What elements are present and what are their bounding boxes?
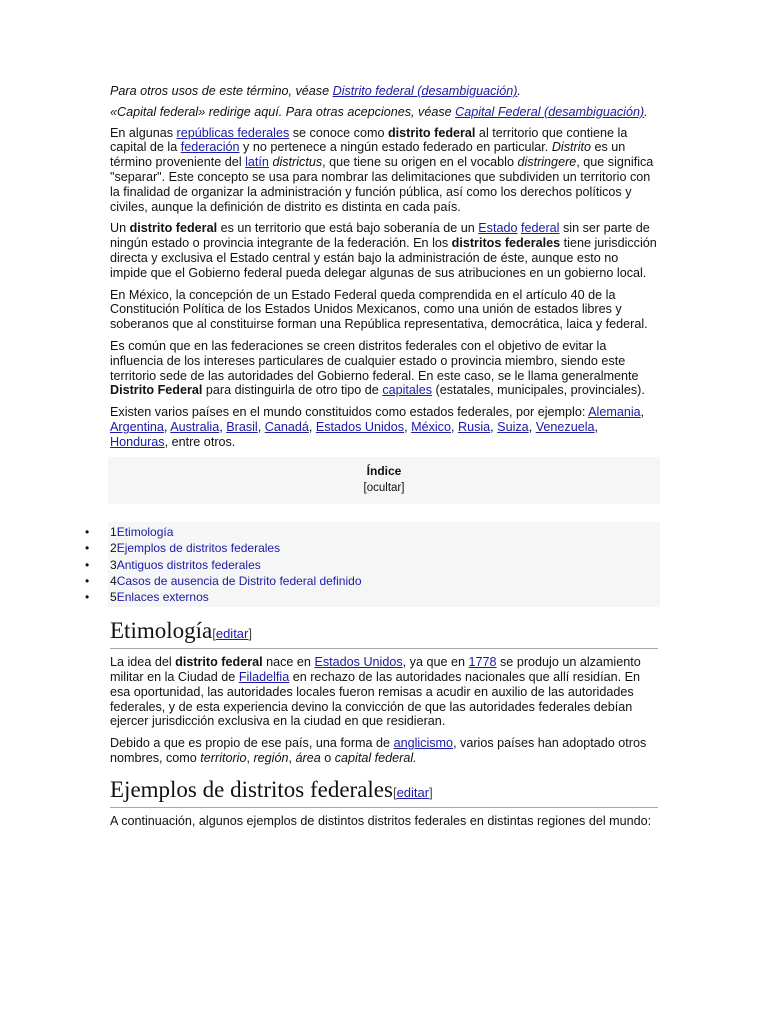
link-estado[interactable]: Estado <box>478 221 518 236</box>
toc-item-number: 4 <box>110 573 117 588</box>
toc-item[interactable] <box>85 589 660 605</box>
term-distrito-federal: distrito federal <box>175 655 263 670</box>
link-capitales[interactable]: capitales <box>382 383 433 398</box>
text: sin ser parte de ningún estado o provincia integrante de la federación. En los <box>110 221 650 251</box>
toc-item-number: 5 <box>110 589 117 604</box>
bullet: • <box>85 541 90 556</box>
heading-text: Ejemplos de distritos federales <box>110 776 393 802</box>
country-link[interactable]: México <box>411 419 451 434</box>
intro-paragraph-4 <box>110 339 658 398</box>
text: , que tiene su origen en el vocablo <box>322 155 518 170</box>
toc-item-number: 1 <box>110 525 117 540</box>
separator: , <box>257 419 265 434</box>
separator: , <box>640 405 645 420</box>
bullet: • <box>85 589 90 604</box>
text: , que significa "separar". Este concepto se usa para nombrar las delimitaciones que subdividen un territorio con la finalidad de organizar la administración y función pública, así como los derechos políticos y civiles, aunque la definición de distrito es distinta en cada país. <box>110 155 654 214</box>
text: es un territorio que está bajo soberanía de un <box>217 221 479 236</box>
link-federal[interactable]: federal <box>520 221 560 236</box>
toc-item-number: 3 <box>110 557 117 572</box>
toc-item[interactable] <box>85 573 660 589</box>
bracket: ] <box>248 626 252 642</box>
term-districtus: districtus <box>272 155 323 170</box>
country-link[interactable]: Brasil <box>226 419 258 434</box>
bullet: • <box>85 525 90 540</box>
link-federacion[interactable]: federación <box>180 140 240 155</box>
toc-title: Índice <box>366 463 402 478</box>
link-latin[interactable]: latín <box>245 155 269 170</box>
country-link[interactable]: Suiza <box>497 419 529 434</box>
intro-paragraph-2 <box>110 221 658 280</box>
hatnote-text: . <box>644 104 648 119</box>
text: se conoce como <box>289 125 388 140</box>
term-distrito-federal-caps: Distrito Federal <box>110 383 203 398</box>
hatnote-disambiguation <box>110 84 658 99</box>
separator: , <box>163 419 171 434</box>
separator: , <box>308 419 316 434</box>
text: Debido a que es propio de ese país, una forma de <box>110 736 394 751</box>
hatnote-text: . <box>517 84 521 98</box>
text: , varios países han adoptado otros nombres, como <box>110 736 647 765</box>
bracket: [ <box>392 784 397 800</box>
etimologia-paragraph-1 <box>110 655 658 729</box>
bracket: [ <box>212 626 216 642</box>
text: es un término proveniente del <box>110 140 626 170</box>
toc-item[interactable] <box>85 540 660 556</box>
article-content <box>85 84 658 836</box>
country-link[interactable]: Canadá <box>264 419 309 434</box>
text: al territorio que contiene la capital de la <box>110 125 628 155</box>
text: en rechazo de las autoridades nacionales que allí residían. En esa oportunidad, las autoridades locales fueron remisas a acudir en auxilio de las autoridades federales, y de esta experiencia devino la convicción de que las autoridades federales debían ejercer jurisdicción exclusiva en la ciudad en que residieran. <box>110 669 640 729</box>
text: nace en <box>262 655 315 670</box>
term-region: región <box>253 750 289 765</box>
hatnote-redirect <box>110 105 658 120</box>
toc-list <box>85 522 660 607</box>
term-distritos-federales: distritos federales <box>451 236 561 251</box>
term-distrito-federal: distrito federal <box>129 221 218 236</box>
hatnote-text: Para otros usos de este término, véase <box>110 84 333 98</box>
term-distrito-federal: distrito federal <box>387 125 476 140</box>
link-republicas-federales[interactable]: repúblicas federales <box>176 125 290 140</box>
intro-paragraph-5 <box>110 405 658 449</box>
toc-item-number: 2 <box>110 541 117 556</box>
text: (estatales, municipales, provinciales). <box>432 383 645 398</box>
section-heading-ejemplos <box>110 777 658 808</box>
text: o <box>320 750 335 765</box>
text: En algunas <box>110 125 177 140</box>
term-distrito: Distrito <box>551 140 591 155</box>
country-link[interactable]: Honduras <box>110 434 165 449</box>
hatnote-text: «Capital federal» redirige aquí. Para otras acepciones, véase <box>110 104 456 119</box>
country-link[interactable]: Estados Unidos <box>315 419 405 434</box>
toc-item-enlaces[interactable]: Enlaces externos <box>116 589 209 604</box>
separator: , <box>528 419 536 434</box>
text: , entre otros. <box>164 434 236 449</box>
edit-section-link <box>393 785 433 800</box>
edit-section-link <box>212 626 252 641</box>
intro-paragraph-1 <box>110 126 658 215</box>
link-distrito-federal-desambiguacion[interactable]: Distrito federal (desambiguación) <box>332 84 518 98</box>
section-heading-etimologia <box>110 618 658 649</box>
link-1778[interactable]: 1778 <box>468 655 497 670</box>
table-of-contents-header <box>108 457 660 505</box>
separator: , <box>219 419 227 434</box>
country-link[interactable]: Australia <box>170 419 220 434</box>
term-distringere: distringere <box>517 155 577 170</box>
country-link[interactable]: Venezuela <box>535 419 595 434</box>
toc-item-antiguos[interactable]: Antiguos distritos federales <box>116 557 261 572</box>
toc-item[interactable] <box>85 557 660 573</box>
text: Existen varios países en el mundo constituidos como estados federales, por ejemplo: <box>110 405 589 420</box>
country-link[interactable]: Rusia <box>457 419 491 434</box>
link-filadelfia[interactable]: Filadelfia <box>238 669 290 684</box>
toc-item-etimologia[interactable]: Etimología <box>116 525 174 540</box>
term-territorio: territorio <box>200 750 247 765</box>
text: para distinguirla de otro tipo de <box>202 383 383 398</box>
bracket: ] <box>429 784 433 800</box>
text: , <box>246 750 254 765</box>
bullet: • <box>85 557 90 572</box>
link-anglicismo[interactable]: anglicismo <box>393 736 454 751</box>
ejemplos-paragraph-1: A continuación, algunos ejemplos de distintos distritos federales en distintas regiones del mundo: <box>110 813 652 828</box>
bullet: • <box>85 573 90 588</box>
text: tiene jurisdicción directa y exclusiva el Estado central y están bajo la administración de éste, aunque esto no impide que el Gobierno federal pueda delegar algunas de sus atribuciones en un gobierno local. <box>110 236 657 280</box>
toc-item-casos[interactable]: Casos de ausencia de Distrito federal definido <box>116 573 362 588</box>
country-link[interactable]: Argentina <box>110 419 164 434</box>
link-capital-federal-desambiguacion[interactable]: Capital Federal (desambiguación) <box>455 104 645 119</box>
edit-link[interactable]: editar <box>215 626 249 642</box>
etimologia-paragraph-2 <box>110 736 658 766</box>
text: Un <box>110 221 130 236</box>
separator: , <box>450 419 458 434</box>
term-capital-federal: capital federal. <box>334 750 417 765</box>
link-estados-unidos[interactable]: Estados Unidos <box>314 655 403 670</box>
toc-item[interactable] <box>85 524 660 540</box>
toc-item-ejemplos[interactable]: Ejemplos de distritos federales <box>116 541 281 556</box>
separator: , <box>594 419 599 434</box>
edit-link[interactable]: editar <box>396 784 430 800</box>
text: La idea del <box>110 655 176 670</box>
separator: , <box>490 419 498 434</box>
text: y no pertenece a ningún estado federado en particular. <box>239 140 552 155</box>
text: se produjo un alzamiento militar en la Ciudad de <box>110 655 641 684</box>
text: , <box>288 750 296 765</box>
term-area: área <box>295 750 321 765</box>
text: , ya que en <box>402 655 469 670</box>
toc-toggle-button[interactable]: [ocultar] <box>363 482 405 495</box>
text: Es común que en las federaciones se creen distritos federales con el objetivo de evitar la influencia de los intereses particulares de cualquier estado o provincia miembro, siendo este territorio sede de las autoridades del Gobierno federal. En este caso, se le llama generalmente <box>110 338 639 383</box>
country-link[interactable]: Alemania <box>588 405 641 420</box>
heading-text: Etimología <box>110 618 213 644</box>
intro-paragraph-3: En México, la concepción de un Estado Federal queda comprendida en el artículo 40 de la Constitución Política de los Estados Unidos Mexicanos, como una unión de estados libres y soberanos que al constituirse forman una República representativa, democrática, laica y federal. <box>110 287 648 332</box>
separator: , <box>404 419 412 434</box>
